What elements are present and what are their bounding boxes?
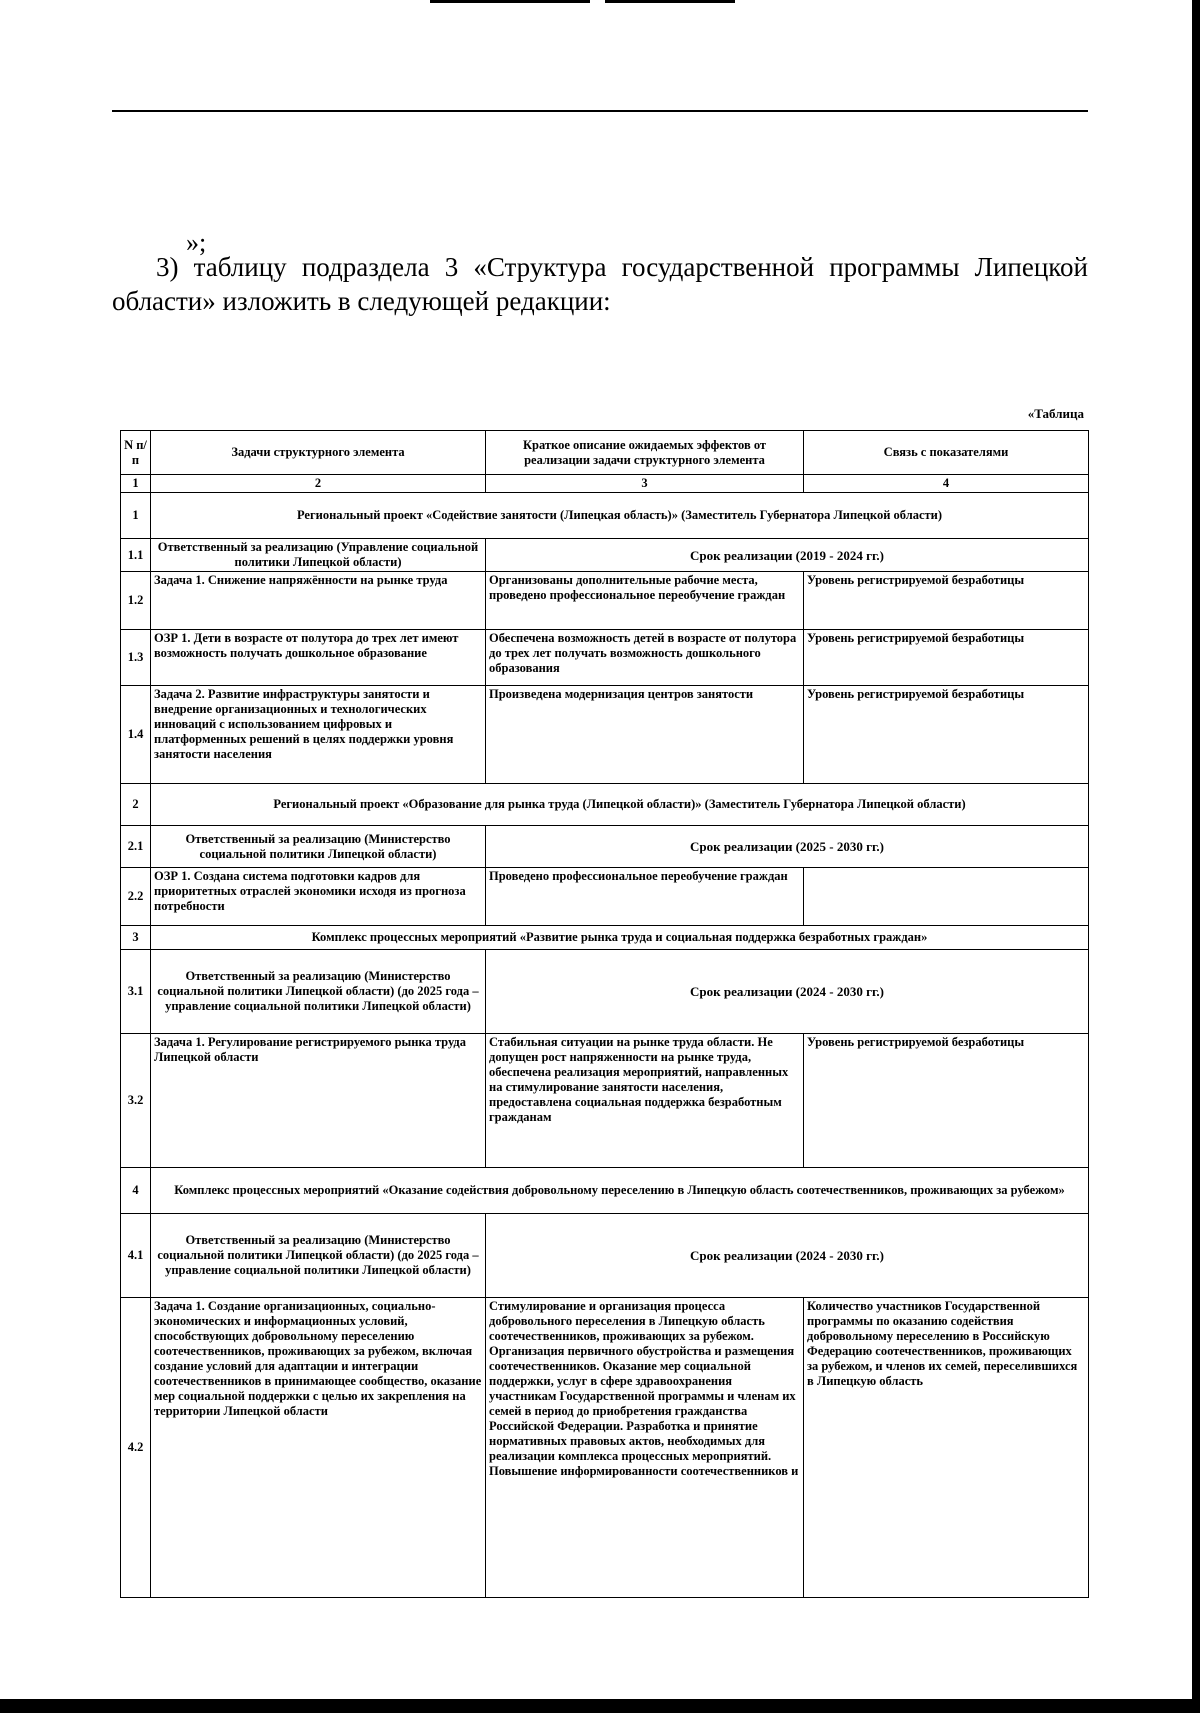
table-row	[121, 826, 1089, 868]
task-cell: Задача 1. Регулирование регистрируемого рынка труда Липецкой области	[151, 1034, 486, 1168]
amendment-paragraph: 3) таблицу подраздела 3 «Структура государственной программы Липецкой области» изложить в следующей редакции:	[112, 252, 1088, 316]
row-number: 3.2	[121, 1034, 151, 1168]
effect-cell: Обеспечена возможность детей в возрасте от полутора до трех лет получать возможность дошкольного образования	[486, 630, 804, 686]
header-effects: Краткое описание ожидаемых эффектов от реализации задачи структурного элемента	[486, 431, 804, 475]
table-row	[121, 950, 1089, 1034]
header-tasks: Задачи структурного элемента	[151, 431, 486, 475]
scan-edge-bottom	[0, 1699, 1200, 1713]
column-number: 4	[804, 475, 1089, 493]
row-number: 1.2	[121, 572, 151, 630]
row-number: 4	[121, 1168, 151, 1214]
row-number: 2.2	[121, 868, 151, 926]
indicator-cell: Уровень регистрируемой безработицы	[804, 1034, 1089, 1168]
column-number: 1	[121, 475, 151, 493]
table-row	[121, 1034, 1089, 1168]
table-row	[121, 1298, 1089, 1598]
row-number: 1.1	[121, 539, 151, 572]
effect-cell: Организованы дополнительные рабочие места, проведено профессиональное переобучение граждан	[486, 572, 804, 630]
responsible-cell: Ответственный за реализацию (Управление социальной политики Липецкой области)	[151, 539, 486, 572]
term-cell: Срок реализации (2024 - 2030 гг.)	[486, 950, 1089, 1034]
table-row	[121, 572, 1089, 630]
header-indicators: Связь с показателями	[804, 431, 1089, 475]
section-title: Комплекс процессных мероприятий «Развитие рынка труда и социальная поддержка безработных граждан»	[151, 926, 1089, 950]
effect-cell: Произведена модернизация центров занятости	[486, 686, 804, 784]
section-row	[121, 493, 1089, 539]
indicator-cell: Уровень регистрируемой безработицы	[804, 572, 1089, 630]
section-title: Региональный проект «Содействие занятости (Липецкая область)» (Заместитель Губернатора Липецкой области)	[151, 493, 1089, 539]
column-number-row	[121, 475, 1089, 493]
responsible-cell: Ответственный за реализацию (Министерство социальной политики Липецкой области) (до 2025 года – управление социальной политики Липецкой области)	[151, 950, 486, 1034]
task-cell: Задача 2. Развитие инфраструктуры занятости и внедрение организационных и технологических инноваций с использованием цифровых и платформенных решений в целях поддержки уровня занятости населения	[151, 686, 486, 784]
column-number: 2	[151, 475, 486, 493]
responsible-cell: Ответственный за реализацию (Министерство социальной политики Липецкой области) (до 2025 года – управление социальной политики Липецкой области)	[151, 1214, 486, 1298]
task-cell: ОЗР 1. Создана система подготовки кадров для приоритетных отраслей экономики исходя из прогноза потребности	[151, 868, 486, 926]
indicator-cell: Количество участников Государственной программы по оказанию содействия добровольному переселению в Российскую Федерацию соотечественников, проживающих за рубежом, и членов их семей, переселившихся в Липецкую область	[804, 1298, 1089, 1598]
row-number: 3.1	[121, 950, 151, 1034]
section-row	[121, 784, 1089, 826]
effect-cell: Стабильная ситуации на рынке труда области. Не допущен рост напряженности на рынке труда, обеспечена реализация мероприятий, направленных на стимулирование занятости населения, предоставлена социальная поддержка безработным гражданам	[486, 1034, 804, 1168]
section-title: Региональный проект «Образование для рынка труда (Липецкой области)» (Заместитель Губернатора Липецкой области)	[151, 784, 1089, 826]
section-row	[121, 1168, 1089, 1214]
header-num: N п/п	[121, 431, 151, 475]
responsible-cell: Ответственный за реализацию (Министерство социальной политики Липецкой области)	[151, 826, 486, 868]
table-row	[121, 686, 1089, 784]
row-number: 1.4	[121, 686, 151, 784]
closing-quote: »;	[186, 228, 207, 257]
row-number: 2	[121, 784, 151, 826]
term-cell: Срок реализации (2024 - 2030 гг.)	[486, 1214, 1089, 1298]
table-header-row	[121, 431, 1089, 475]
term-cell: Срок реализации (2019 - 2024 гг.)	[486, 539, 1089, 572]
term-cell: Срок реализации (2025 - 2030 гг.)	[486, 826, 1089, 868]
row-number: 3	[121, 926, 151, 950]
indicator-cell: Уровень регистрируемой безработицы	[804, 686, 1089, 784]
scan-edge-right	[1192, 0, 1200, 1713]
column-number: 3	[486, 475, 804, 493]
row-number: 4.2	[121, 1298, 151, 1598]
section-title: Комплекс процессных мероприятий «Оказание содействия добровольному переселению в Липецкую область соотечественников, проживающих за рубежом»	[151, 1168, 1089, 1214]
section-row	[121, 926, 1089, 950]
structure-table	[120, 430, 1089, 1598]
task-cell: Задача 1. Создание организационных, социально-экономических и информационных условий, способствующих добровольному переселению соотечественников, проживающих за рубежом, включая создание условий для адаптации и интеграции соотечественников в принимающее сообщество, оказание мер социальной поддержки с целью их закрепления на территории Липецкой области	[151, 1298, 486, 1598]
task-cell: Задача 1. Снижение напряжённости на рынке труда	[151, 572, 486, 630]
row-number: 1	[121, 493, 151, 539]
scan-mark	[430, 0, 590, 3]
indicator-cell: Уровень регистрируемой безработицы	[804, 630, 1089, 686]
table-row	[121, 868, 1089, 926]
row-number: 4.1	[121, 1214, 151, 1298]
row-number: 1.3	[121, 630, 151, 686]
header-rule	[112, 110, 1088, 112]
effect-cell: Стимулирование и организация процесса добровольного переселения в Липецкую область соотечественников, проживающих за рубежом. Организация первичного обустройства и размещения соотечественников. Оказание мер социальной поддержки, услуг в сфере здравоохранения участникам Государственной программы и членам их семей в период до приобретения гражданства Российской Федерации. Разработка и принятие нормативных правовых актов, необходимых для реализации комплекса процессных мероприятий. Повышение информированности соотечественников и	[486, 1298, 804, 1598]
table-row	[121, 1214, 1089, 1298]
indicator-cell	[804, 868, 1089, 926]
table-caption: «Таблица	[1027, 406, 1084, 421]
scan-mark	[605, 0, 735, 3]
table-row	[121, 539, 1089, 572]
effect-cell: Проведено профессиональное переобучение граждан	[486, 868, 804, 926]
table-row	[121, 630, 1089, 686]
row-number: 2.1	[121, 826, 151, 868]
task-cell: ОЗР 1. Дети в возрасте от полутора до трех лет имеют возможность получать дошкольное образование	[151, 630, 486, 686]
